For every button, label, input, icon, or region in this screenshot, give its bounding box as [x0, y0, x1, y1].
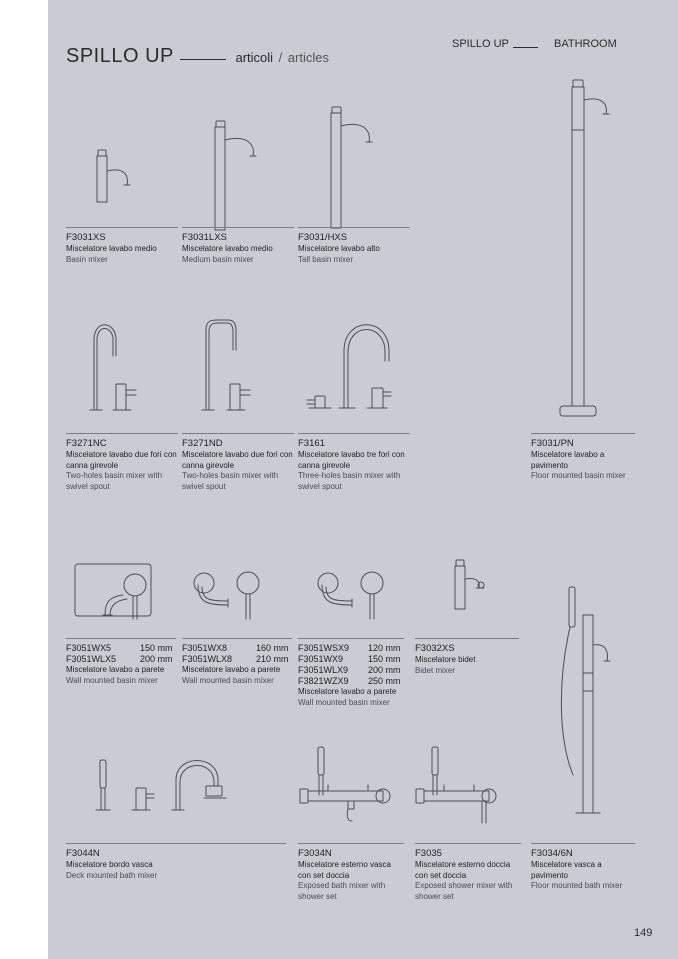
product-f3271nd — [182, 433, 294, 492]
product-desc-en: Bidet mixer — [415, 665, 456, 675]
product-rule — [298, 227, 410, 228]
product-f3034-6n — [531, 843, 635, 892]
product-code: F3031XS — [66, 232, 106, 243]
code-size-row: F3051WLX8 210 mm — [182, 654, 289, 664]
header-rule — [513, 47, 538, 48]
product-desc-en: Wall mounted basin mixer — [182, 675, 274, 685]
product-desc-it: Miscelatore esterno doccia con set doccia — [415, 860, 511, 880]
product-f3161 — [298, 433, 410, 492]
product-code: F3271ND — [182, 438, 223, 449]
product-rule — [182, 227, 294, 228]
product-desc-en: Deck mounted bath mixer — [66, 870, 158, 880]
product-desc-it: Miscelatore lavabo due fori con canna girevole — [66, 450, 177, 470]
product-desc-en: Medium basin mixer — [182, 254, 254, 264]
code-size-row: F3051WX5 150 mm — [66, 643, 173, 653]
product-desc-it: Miscelatore lavabo a parete — [66, 665, 165, 674]
product-code: F3032XS — [415, 643, 455, 654]
code-size-row: F3821WZX9 250 mm — [298, 676, 401, 686]
product-desc-it: Miscelatore esterno vasca con set doccia — [298, 860, 391, 880]
product-code: F3044N — [66, 848, 100, 859]
product-desc-en: Wall mounted basin mixer — [66, 675, 158, 685]
product-desc-en: Basin mixer — [66, 254, 108, 264]
wall-basin-mixer-8-illustration — [188, 563, 268, 623]
product-desc-it: Miscelatore bidet — [415, 655, 476, 664]
title-rule — [180, 59, 226, 60]
product-desc-en: Two-holes basin mixer with swivel spout — [182, 471, 279, 491]
product-code: F3271NC — [66, 438, 107, 449]
product-rule — [298, 433, 410, 434]
floor-bath-mixer-illustration — [553, 585, 613, 825]
product-rule — [298, 843, 404, 844]
bidet-mixer-illustration — [452, 557, 497, 613]
title-articles: articles — [287, 50, 329, 65]
page-number: 149 — [634, 927, 653, 939]
product-code: F3161 — [298, 438, 325, 449]
code-size-row: F3051WX8 160 mm — [182, 643, 289, 653]
wall-basin-mixer-9-illustration — [312, 563, 392, 623]
floor-basin-mixer-illustration — [558, 78, 613, 420]
product-desc-it: Miscelatore lavabo tre fori con canna girevole — [298, 450, 405, 470]
product-code: F3034/6N — [531, 848, 573, 859]
product-f3271nc — [66, 433, 178, 492]
title-articoli: articoli — [235, 50, 274, 65]
exposed-bath-mixer-illustration — [298, 745, 398, 825]
product-code: F3031/PN — [531, 438, 574, 449]
product-f3035 — [415, 843, 521, 902]
product-code: F3031LXS — [182, 232, 227, 243]
product-f3051wx9 — [298, 638, 404, 708]
product-desc-it: Miscelatore vasca a pavimento — [531, 860, 602, 880]
product-code: F3034N — [298, 848, 332, 859]
product-rule — [182, 638, 292, 639]
product-rule — [415, 843, 521, 844]
header-brand: SPILLO UP — [452, 38, 509, 50]
product-desc-it: Miscelatore bordo vasca — [66, 860, 153, 869]
product-desc-it: Miscelatore lavabo due fori con canna girevole — [182, 450, 293, 470]
product-f3051wx5 — [66, 638, 176, 686]
product-f3034n — [298, 843, 404, 902]
code-size-row: F3051WX9 150 mm — [298, 654, 401, 664]
basin-mixer-illustration — [94, 145, 134, 227]
product-desc-en: Two-holes basin mixer with swivel spout — [66, 471, 163, 491]
product-f3031pn — [531, 433, 635, 482]
product-desc-en: Floor mounted bath mixer — [531, 881, 623, 890]
two-holes-mixer-d-illustration — [200, 318, 255, 413]
product-rule — [66, 843, 286, 844]
product-f3051wx8 — [182, 638, 292, 686]
product-rule — [66, 638, 176, 639]
wall-basin-mixer-5-illustration — [75, 563, 153, 623]
product-desc-it: Miscelatore lavabo a pavimento — [531, 450, 605, 470]
product-rule — [298, 638, 404, 639]
two-holes-mixer-c-illustration — [86, 318, 141, 413]
exposed-shower-mixer-illustration — [414, 745, 504, 825]
product-rule — [66, 227, 178, 228]
product-code: F3035 — [415, 848, 442, 859]
code-size-row: F3051WLX9 200 mm — [298, 665, 401, 675]
white-margin — [0, 0, 48, 959]
tall-basin-mixer-illustration — [327, 104, 377, 230]
product-desc-en: Wall mounted basin mixer — [298, 697, 390, 707]
title-slash: / — [278, 50, 283, 65]
page-title — [66, 45, 329, 68]
product-desc-en: Exposed shower mixer with shower set — [415, 881, 513, 901]
product-desc-en: Tall basin mixer — [298, 254, 354, 264]
product-desc-en: Exposed bath mixer with shower set — [298, 881, 386, 901]
product-f3031lxs — [182, 227, 294, 265]
product-desc-it: Miscelatore lavabo a parete — [298, 687, 397, 696]
product-desc-en: Three-holes basin mixer with swivel spout — [298, 471, 401, 491]
product-desc-it: Miscelatore lavabo medio — [66, 244, 157, 253]
product-f3032xs — [415, 638, 519, 676]
product-desc-it: Miscelatore lavabo a parete — [182, 665, 281, 674]
product-rule — [66, 433, 178, 434]
header-section: BATHROOM — [554, 38, 617, 50]
product-desc-it: Miscelatore lavabo medio — [182, 244, 273, 253]
brand-light: SPILLO — [66, 45, 140, 67]
product-f3031hxs — [298, 227, 410, 265]
product-desc-it: Miscelatore lavabo alto — [298, 244, 380, 253]
brand-bold: UP — [145, 45, 174, 67]
code-size-row: F3051WSX9 120 mm — [298, 643, 401, 653]
product-f3044n — [66, 843, 286, 881]
product-rule — [182, 433, 294, 434]
product-rule — [531, 433, 635, 434]
product-rule — [415, 638, 519, 639]
deck-bath-mixer-illustration — [96, 758, 236, 818]
product-f3031xs — [66, 227, 178, 265]
product-rule — [531, 843, 635, 844]
code-size-row: F3051WLX5 200 mm — [66, 654, 173, 664]
medium-basin-mixer-illustration — [211, 118, 261, 230]
product-desc-en: Floor mounted basin mixer — [531, 471, 626, 480]
three-holes-mixer-illustration — [307, 316, 392, 413]
product-code: F3031/HXS — [298, 232, 348, 243]
